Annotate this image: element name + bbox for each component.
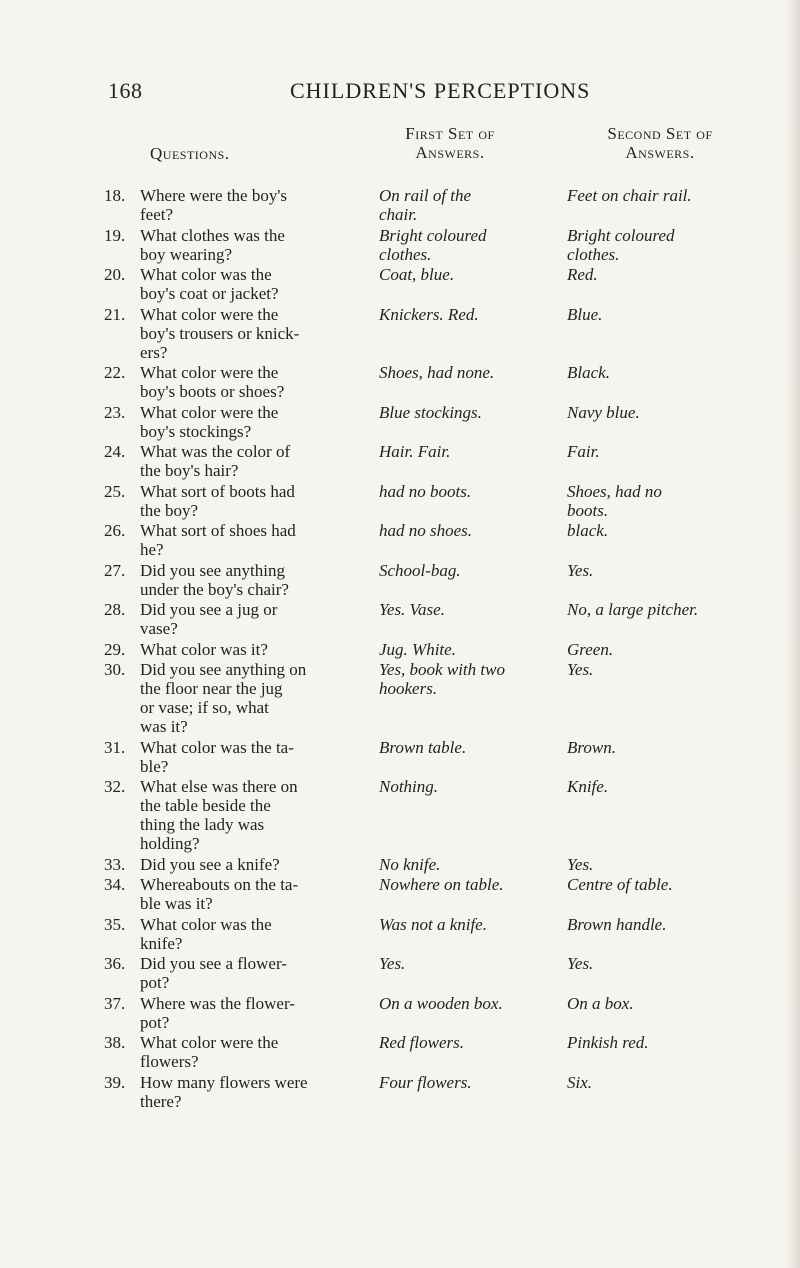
first-answer-line: Yes. xyxy=(379,954,406,973)
table-row xyxy=(0,660,800,738)
question-text xyxy=(140,954,372,992)
question-line: Did you see a jug or xyxy=(140,600,278,619)
question-text xyxy=(140,660,372,736)
question-number: 19. xyxy=(104,225,126,245)
question-number: 30. xyxy=(104,660,126,679)
table-row xyxy=(0,954,800,994)
second-set-answer xyxy=(567,442,791,461)
first-answer-line: Jug. White. xyxy=(379,639,456,659)
question-line: ers? xyxy=(140,342,168,362)
question-text xyxy=(140,855,372,874)
second-answer-line: clothes. xyxy=(567,244,620,264)
question-number: 26. xyxy=(104,521,126,540)
second-answer-line: Centre of table. xyxy=(567,875,673,894)
column-header-first-set xyxy=(370,124,530,162)
table-row xyxy=(0,186,800,226)
question-text xyxy=(140,777,372,853)
question-text xyxy=(140,738,372,776)
running-title: CHILDREN'S PERCEPTIONS xyxy=(290,78,591,103)
first-answer-line: Nowhere on table. xyxy=(379,875,504,894)
first-set-answer xyxy=(379,521,569,540)
first-set-answer xyxy=(379,994,569,1013)
question-line: the floor near the jug xyxy=(140,679,283,698)
table-row xyxy=(0,442,800,482)
second-answer-line: Knife. xyxy=(567,777,609,796)
question-text xyxy=(140,875,372,913)
first-set-answer xyxy=(379,777,569,796)
second-answer-line: Brown. xyxy=(567,737,616,757)
question-number: 20. xyxy=(104,265,126,284)
table-row xyxy=(0,403,800,443)
second-answer-line: Red. xyxy=(567,265,598,284)
question-number: 32. xyxy=(104,777,126,796)
question-text xyxy=(140,600,372,638)
question-line: flowers? xyxy=(140,1052,199,1071)
second-answer-line: Fair. xyxy=(567,442,600,461)
question-line: What color were the xyxy=(140,1033,279,1052)
second-answer-line: Yes. xyxy=(567,660,594,679)
table-row xyxy=(0,875,800,915)
question-text xyxy=(140,1073,372,1111)
first-answer-line: On rail of the xyxy=(379,186,472,205)
second-set-answer xyxy=(567,403,791,422)
question-text xyxy=(140,363,372,401)
question-line: What else was there on xyxy=(140,777,298,796)
page-header xyxy=(0,78,800,108)
question-line: Where were the boy's xyxy=(140,186,288,205)
first-answer-line: chair. xyxy=(379,205,418,224)
question-number: 27. xyxy=(104,560,126,580)
first-set-answer xyxy=(379,442,569,461)
second-set-answer xyxy=(567,915,791,934)
first-answer-line: On a wooden box. xyxy=(379,993,503,1013)
question-number: 34. xyxy=(104,875,126,894)
question-text xyxy=(140,226,372,264)
first-set-answer xyxy=(379,660,569,698)
second-set-answer xyxy=(567,363,791,382)
question-text xyxy=(140,265,372,303)
question-line: or vase; if so, what xyxy=(140,698,269,717)
second-set-answer xyxy=(567,265,791,284)
column-header-first-set-line: First Set of xyxy=(405,124,495,143)
second-answer-line: boots. xyxy=(567,500,609,520)
question-number: 25. xyxy=(104,481,126,501)
first-set-answer xyxy=(379,1073,569,1092)
question-text xyxy=(140,1033,372,1071)
question-text xyxy=(140,305,372,362)
question-number: 31. xyxy=(104,737,126,757)
second-set-answer xyxy=(567,875,791,894)
column-header-questions: Questions. xyxy=(150,144,230,163)
question-number: 39. xyxy=(104,1072,126,1092)
table-row xyxy=(0,521,800,561)
question-text xyxy=(140,482,372,520)
second-answer-line: Yes. xyxy=(567,854,594,874)
first-answer-line: Yes. Vase. xyxy=(379,600,445,619)
table-row xyxy=(0,777,800,855)
question-line: pot? xyxy=(140,1012,170,1032)
first-set-answer xyxy=(379,226,569,264)
first-answer-line: clothes. xyxy=(379,244,432,264)
question-line: What color were the xyxy=(140,363,279,382)
first-answer-line: had no shoes. xyxy=(379,521,473,540)
first-set-answer xyxy=(379,855,569,874)
second-set-answer xyxy=(567,226,791,264)
second-set-answer xyxy=(567,640,791,659)
second-set-answer xyxy=(567,660,791,679)
question-line: Did you see anything xyxy=(140,560,285,580)
question-text xyxy=(140,640,372,659)
question-number: 38. xyxy=(104,1033,126,1052)
second-answer-line: Feet on chair rail. xyxy=(567,186,692,205)
second-set-answer xyxy=(567,521,791,540)
question-line: What color were the xyxy=(140,402,279,422)
question-line: the boy's hair? xyxy=(140,461,239,480)
second-answer-line: Bright coloured xyxy=(567,225,675,245)
second-set-answer xyxy=(567,482,791,520)
second-set-answer xyxy=(567,994,791,1013)
table-row xyxy=(0,600,800,640)
first-answer-line: Brown table. xyxy=(379,737,467,757)
second-set-answer xyxy=(567,1033,791,1052)
first-answer-line: School-bag. xyxy=(379,560,461,580)
first-set-answer xyxy=(379,561,569,580)
question-line: boy's boots or shoes? xyxy=(140,382,285,401)
first-answer-line: Shoes, had none. xyxy=(379,363,495,382)
table-row xyxy=(0,855,800,876)
question-text xyxy=(140,521,372,559)
table-row xyxy=(0,738,800,778)
second-answer-line: black. xyxy=(567,521,609,540)
second-set-answer xyxy=(567,561,791,580)
first-set-answer xyxy=(379,305,569,324)
question-line: was it? xyxy=(140,717,188,736)
question-line: How many flowers were xyxy=(140,1072,308,1092)
first-set-answer xyxy=(379,1033,569,1052)
question-line: What color was the ta- xyxy=(140,737,294,757)
column-header-second-set-line: Answers. xyxy=(625,143,695,162)
second-set-answer xyxy=(567,1073,791,1092)
first-set-answer xyxy=(379,640,569,659)
question-line: What color was the xyxy=(140,265,272,284)
question-line: under the boy's chair? xyxy=(140,579,289,599)
first-answer-line: Four flowers. xyxy=(379,1072,472,1092)
question-text xyxy=(140,442,372,480)
question-line: the boy? xyxy=(140,500,199,520)
table-row xyxy=(0,1073,800,1113)
table-row xyxy=(0,1033,800,1073)
question-line: What color was the xyxy=(140,914,272,934)
question-number: 35. xyxy=(104,914,126,934)
table-row xyxy=(0,265,800,305)
first-set-answer xyxy=(379,954,569,973)
question-text xyxy=(140,994,372,1032)
question-number: 21. xyxy=(104,304,126,324)
question-line: there? xyxy=(140,1091,182,1111)
first-set-answer xyxy=(379,915,569,934)
second-set-answer xyxy=(567,600,791,619)
second-answer-line: Yes. xyxy=(567,954,594,973)
first-set-answer xyxy=(379,186,569,224)
first-set-answer xyxy=(379,600,569,619)
question-text xyxy=(140,186,372,224)
question-line: What color were the xyxy=(140,304,279,324)
question-number: 29. xyxy=(104,639,126,659)
question-line: What color was it? xyxy=(140,639,268,659)
first-set-answer xyxy=(379,738,569,757)
question-line: What was the color of xyxy=(140,442,291,461)
question-line: Did you see a knife? xyxy=(140,854,280,874)
question-text xyxy=(140,915,372,953)
question-number: 37. xyxy=(104,993,126,1013)
first-answer-line: No knife. xyxy=(379,854,441,874)
first-answer-line: Nothing. xyxy=(379,777,439,796)
page-number: 168 xyxy=(108,78,143,103)
first-answer-line: Bright coloured xyxy=(379,225,487,245)
first-set-answer xyxy=(379,875,569,894)
table-row xyxy=(0,994,800,1034)
second-set-answer xyxy=(567,855,791,874)
question-line: ble was it? xyxy=(140,894,213,913)
question-text xyxy=(140,403,372,441)
second-answer-line: Six. xyxy=(567,1072,593,1092)
first-set-answer xyxy=(379,403,569,422)
question-line: Where was the flower- xyxy=(140,993,295,1013)
question-answer-table xyxy=(0,186,800,1112)
question-line: What sort of shoes had xyxy=(140,521,296,540)
question-number: 33. xyxy=(104,854,126,874)
table-row xyxy=(0,915,800,955)
second-answer-line: Blue. xyxy=(567,304,603,324)
second-set-answer xyxy=(567,305,791,324)
second-set-answer xyxy=(567,954,791,973)
question-text xyxy=(140,561,372,599)
question-line: vase? xyxy=(140,619,178,638)
question-line: thing the lady was xyxy=(140,815,265,834)
second-answer-line: Black. xyxy=(567,363,610,382)
question-line: boy's trousers or knick- xyxy=(140,323,300,343)
first-set-answer xyxy=(379,265,569,284)
second-answer-line: Pinkish red. xyxy=(567,1033,649,1052)
first-answer-line: Knickers. Red. xyxy=(379,304,479,324)
question-number: 18. xyxy=(104,186,126,205)
second-set-answer xyxy=(567,777,791,796)
question-number: 24. xyxy=(104,442,126,461)
first-answer-line: Coat, blue. xyxy=(379,265,455,284)
question-number: 28. xyxy=(104,600,126,619)
question-line: ble? xyxy=(140,756,169,776)
question-line: boy wearing? xyxy=(140,244,233,264)
first-answer-line: Hair. Fair. xyxy=(379,442,451,461)
table-row xyxy=(0,226,800,266)
question-number: 22. xyxy=(104,363,126,382)
table-row xyxy=(0,363,800,403)
second-set-answer xyxy=(567,738,791,757)
question-line: What clothes was the xyxy=(140,225,285,245)
question-line: Did you see anything on xyxy=(140,660,307,679)
question-line: knife? xyxy=(140,933,183,953)
question-line: What sort of boots had xyxy=(140,481,295,501)
table-row xyxy=(0,561,800,601)
table-row xyxy=(0,482,800,522)
first-answer-line: Red flowers. xyxy=(379,1033,464,1052)
second-answer-line: Navy blue. xyxy=(567,402,640,422)
second-answer-line: Brown handle. xyxy=(567,914,667,934)
second-answer-line: No, a large pitcher. xyxy=(567,600,699,619)
table-row xyxy=(0,640,800,661)
question-line: boy's stockings? xyxy=(140,421,252,441)
question-line: pot? xyxy=(140,973,170,992)
question-number: 23. xyxy=(104,402,126,422)
question-line: the table beside the xyxy=(140,796,271,815)
question-line: Whereabouts on the ta- xyxy=(140,875,299,894)
second-answer-line: On a box. xyxy=(567,993,634,1013)
column-header-second-set xyxy=(560,124,760,162)
first-answer-line: hookers. xyxy=(379,679,438,698)
column-header-first-set-line: Answers. xyxy=(415,143,485,162)
question-line: he? xyxy=(140,540,164,559)
first-answer-line: had no boots. xyxy=(379,481,472,501)
question-line: feet? xyxy=(140,205,174,224)
first-set-answer xyxy=(379,363,569,382)
question-line: Did you see a flower- xyxy=(140,954,287,973)
table-row xyxy=(0,305,800,364)
first-answer-line: Was not a knife. xyxy=(379,914,487,934)
first-answer-line: Yes, book with two xyxy=(379,660,505,679)
second-answer-line: Green. xyxy=(567,639,614,659)
question-line: holding? xyxy=(140,834,200,853)
second-answer-line: Shoes, had no xyxy=(567,481,662,501)
first-answer-line: Blue stockings. xyxy=(379,402,482,422)
second-set-answer xyxy=(567,186,791,205)
question-number: 36. xyxy=(104,954,126,973)
question-line: boy's coat or jacket? xyxy=(140,284,279,303)
column-header-second-set-line: Second Set of xyxy=(607,124,713,143)
second-answer-line: Yes. xyxy=(567,560,594,580)
first-set-answer xyxy=(379,482,569,501)
